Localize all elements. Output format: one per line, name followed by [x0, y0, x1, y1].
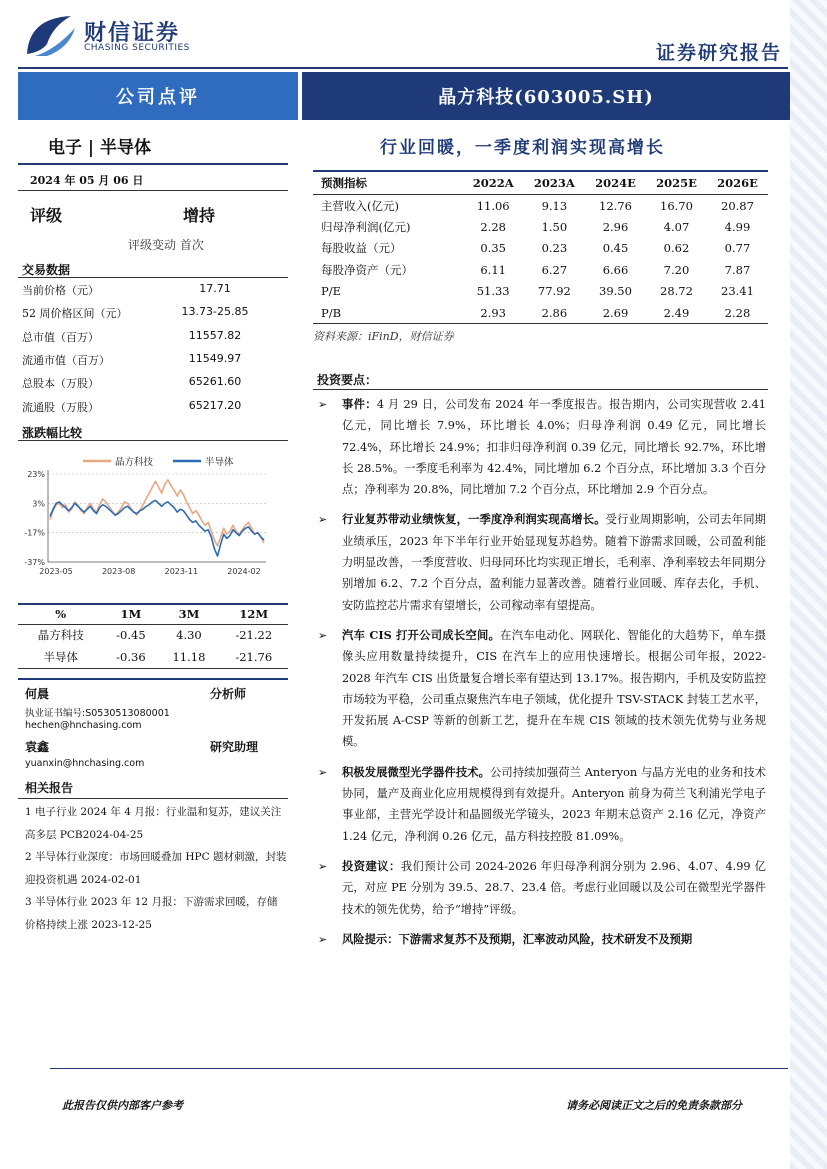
invest-point-head: 积极发展微型光学器件技术。 [342, 764, 490, 779]
forecast-cell: 2.96 [602, 219, 629, 234]
trading-label: 52 周价格区间（元） [22, 307, 128, 321]
chart-background [18, 447, 288, 587]
forecast-header-cell: 2022A [472, 176, 514, 190]
invest-points-title: 投资要点： [317, 373, 378, 387]
perf-cell: -0.45 [116, 628, 146, 643]
industry-label: 电子 | 半导体 [48, 138, 152, 158]
forecast-cell: 7.87 [724, 262, 751, 277]
forecast-header-cell: 2024E [595, 176, 636, 190]
invest-point-head: 事件： [342, 397, 377, 411]
forecast-table [313, 170, 768, 324]
forecast-header-cell: 2023A [533, 176, 575, 190]
divider [18, 277, 288, 278]
arrow-bullet-icon: ➢ [318, 859, 328, 873]
forecast-cell: 20.87 [721, 198, 754, 213]
arrow-bullet-icon: ➢ [318, 513, 328, 527]
table-row [313, 259, 768, 281]
invest-point-text: 公司持续加强荷兰 Anteryon 与晶方光电的业务和技术协同，量产及商业化应用规模得到有效提升。Anteryon 前身为荷兰飞利浦光学电子事业部，主营光学设计和晶圆级光学镜头，2023 年期末总资产 2.16 亿元，净资产 1.24 亿元，净利润 0.26 亿元，晶方科技控股 81.09%。 [342, 765, 766, 843]
analyst-info: yuanxin@hnchasing.com [25, 758, 145, 769]
forecast-cell: 0.23 [541, 241, 568, 256]
banner-category: 公司点评 [18, 72, 298, 120]
perf-header-cell: 1M [120, 607, 142, 622]
y-tick-label: 3% [32, 499, 45, 509]
rating-label: 评级 [30, 206, 63, 225]
invest-point-text: 4 月 29 日，公司发布 2024 年一季度报告。报告期内，公司实现营收 2.41 亿元，同比增长 7.9%，环比增长 4.0%；归母净利润 0.49 亿元，同比增长 72.4%，环比增长 24.9%；扣非归母净利润 0.39 亿元，同比增长 92.7%，环比增长 28.5%。一季度毛利率为 42.4%，同比增加 6.2 个百分点，环比增加 3.3 个百分点；净利率为 20.8%，同比增加 7.2 个百分点，环比增加 2.9 个百分点。 [342, 398, 766, 497]
perf-cell: 11.18 [172, 649, 206, 664]
forecast-cell: 每股收益（元） [321, 241, 402, 256]
forecast-cell: 28.72 [660, 284, 693, 299]
invest-point-text: 在汽车电动化、网联化、智能化的大趋势下，单车摄像头应用数量持续提升，CIS 在汽车上的应用快速增长。根据公司年报，2022-2028 年汽车 CIS 出货量复合增长率有望达到 13.17%。报告期内，手机及安防监控市场较为平稳，公司重点聚焦汽车电子领域，优化提升 TSV-STACK 封装工艺水平，开发拓展 A-CSP 等新的创新工艺，提升在车规 CIS 领域的技术领先优势与业务规模。 [342, 628, 766, 749]
x-tick-label: 2023-11 [164, 567, 199, 576]
forecast-cell: 2.28 [724, 305, 751, 320]
invest-points-list [316, 394, 766, 950]
forecast-cell: 2.93 [480, 305, 506, 320]
report-date: 2024 年 05 月 06 日 [30, 174, 144, 187]
invest-point [316, 394, 766, 500]
related-report-item: 1 电子行业 2024 年 4 月报：行业温和复苏，建议关注高多层 PCB2024-04-25 [25, 806, 282, 841]
forecast-cell: 23.41 [721, 284, 754, 299]
table-row [313, 281, 768, 303]
related-reports-title: 相关报告 [25, 781, 74, 795]
forecast-cell: 6.11 [480, 262, 506, 277]
forecast-cell: P/E [321, 284, 342, 299]
forecast-cell: 1.50 [541, 219, 568, 234]
banner-company: 晶方科技(603005.SH) [302, 72, 790, 120]
forecast-cell: P/B [321, 305, 342, 320]
analyst-name: 袁鑫 [25, 740, 50, 754]
trading-value: 11557.82 [188, 328, 242, 342]
analyst-info: 执业证书编号:S0530513080001 [25, 708, 170, 719]
forecast-cell: 2.49 [663, 305, 690, 320]
x-tick-label: 2023-05 [39, 567, 73, 576]
forecast-cell: 11.06 [476, 198, 510, 213]
forecast-cell: 2.86 [541, 305, 568, 320]
trading-value: 65261.60 [188, 375, 242, 389]
forecast-cell: 39.50 [599, 284, 632, 299]
divider [18, 798, 288, 799]
logo-cn: 财信证券 [84, 21, 181, 46]
invest-point [316, 856, 766, 920]
perf-table [18, 603, 288, 669]
forecast-cell: 4.07 [663, 219, 690, 234]
forecast-cell: 12.76 [599, 198, 632, 213]
perf-cell: -0.36 [116, 649, 146, 664]
table-row [18, 646, 288, 668]
invest-point-text: 受行业周期影响，公司去年同期业绩承压，2023 年下半年行业开始显现复苏趋势。随着下游需求回暖，公司盈利能力明显改善，一季度营收、归母同环比均实现正增长，毛利率、净利率较去年同期分别增加 6.2、7.2 个百分点，盈利能力显著改善。随着行业回暖、库存去化，手机、安防监控芯片需求有望增长，公司稼动率有望提高。 [342, 513, 766, 612]
trading-value: 11549.97 [188, 351, 242, 365]
footer-left: 此报告仅供内部客户参考 [62, 1099, 183, 1112]
forecast-cell: 2.69 [602, 305, 629, 320]
perf-header-cell: 12M [239, 607, 269, 622]
forecast-cell: 主营收入(亿元) [321, 198, 399, 213]
y-tick-label: 23% [27, 470, 45, 479]
decorative-side-strip [790, 0, 827, 1169]
analyst-role: 分析师 [210, 687, 247, 701]
y-tick-label: -37% [24, 558, 45, 567]
report-type: 证券研究报告 [655, 42, 782, 64]
invest-point [316, 625, 766, 753]
arrow-bullet-icon: ➢ [318, 765, 328, 779]
forecast-cell: 4.99 [724, 219, 751, 234]
related-reports-list [25, 801, 287, 936]
table-row [313, 195, 768, 217]
invest-point-text: 我们预计公司 2024-2026 年归母净利润分别为 2.96、4.07、4.99 亿元，对应 PE 分别为 39.5、28.7、23.4 倍。考虑行业回暖以及公司在微型光学器件技术的领先优势，给予“增持”评级。 [342, 859, 766, 916]
forecast-header-cell: 预测指标 [321, 176, 367, 190]
invest-point [316, 762, 766, 847]
perf-cell: 晶方科技 [37, 628, 84, 643]
related-report-item: 3 半导体行业 2023 年 12 月报：下游需求回暖，存储价格持续上涨 2023-12-25 [25, 896, 278, 931]
rating-change: 评级变动 首次 [128, 238, 204, 252]
forecast-cell: 0.77 [724, 241, 751, 256]
x-tick-label: 2023-08 [101, 567, 136, 576]
divider [313, 389, 768, 390]
invest-point-head: 汽车 CIS 打开公司成长空间。 [342, 627, 501, 642]
trading-label: 总市值（百万） [22, 330, 99, 344]
arrow-bullet-icon: ➢ [318, 932, 328, 946]
trading-label: 总股本（万股） [22, 377, 99, 391]
table-row [313, 302, 768, 324]
trading-label: 流通市值（百万） [22, 353, 110, 367]
forecast-cell: 0.45 [602, 241, 629, 256]
company-logo-icon [25, 14, 77, 58]
forecast-cell: 51.33 [476, 284, 510, 299]
forecast-cell: 77.92 [537, 284, 571, 299]
arrow-bullet-icon: ➢ [318, 398, 328, 411]
logo-en: CHASING SECURITIES [84, 43, 190, 53]
related-report-item: 2 半导体行业深度：市场回暖叠加 HPC 题材刺激，封装迎投资机遇 2024-02-01 [25, 851, 287, 886]
table-row [313, 238, 768, 260]
perf-cell: 半导体 [43, 649, 78, 664]
perf-cell: 4.30 [176, 628, 202, 643]
invest-point-head: 风险提示：下游需求复苏不及预期，汇率波动风险，技术研发不及预期 [342, 931, 693, 946]
forecast-cell: 0.62 [663, 241, 690, 256]
divider [18, 163, 288, 165]
invest-point-head: 行业复苏带动业绩恢复，一季度净利润实现高增长。 [342, 512, 606, 527]
perf-cell: -21.76 [235, 649, 273, 664]
table-row [313, 216, 768, 238]
perf-title: 涨跌幅比较 [22, 426, 83, 440]
table-row [18, 624, 288, 646]
footer-divider [50, 1068, 788, 1069]
footer-right: 请务必阅读正文之后的免责条款部分 [566, 1099, 742, 1112]
perf-header-cell: % [55, 607, 67, 622]
trading-value: 65217.20 [188, 398, 242, 412]
trading-data-title: 交易数据 [22, 263, 71, 277]
data-source: 资料来源：iFinD，财信证券 [313, 330, 454, 343]
forecast-cell: 6.27 [541, 262, 568, 277]
divider [18, 190, 288, 191]
forecast-cell: 9.13 [541, 198, 568, 213]
legend-label: 半导体 [205, 457, 234, 468]
trading-label: 当前价格（元） [22, 284, 99, 297]
x-tick-label: 2024-02 [227, 567, 261, 576]
trading-label: 流通股（万股） [22, 400, 99, 414]
forecast-header-cell: 2025E [656, 176, 697, 190]
perf-cell: -21.22 [235, 628, 273, 643]
invest-point [316, 509, 766, 615]
forecast-cell: 归母净利润(亿元) [321, 219, 411, 234]
forecast-cell: 2.28 [480, 219, 506, 234]
arrow-bullet-icon: ➢ [318, 628, 328, 642]
divider [18, 678, 288, 680]
analyst-role: 研究助理 [210, 740, 259, 754]
forecast-header-cell: 2026E [717, 176, 758, 190]
forecast-cell: 7.20 [663, 262, 690, 277]
divider [18, 440, 288, 441]
y-tick-label: -17% [24, 528, 45, 538]
forecast-cell: 每股净资产（元） [321, 262, 413, 277]
legend-label: 晶方科技 [115, 457, 154, 468]
forecast-cell: 0.35 [480, 241, 506, 256]
price-comparison-chart [18, 447, 288, 587]
invest-point [316, 929, 766, 950]
forecast-cell: 16.70 [660, 198, 693, 213]
page-title: 行业回暖，一季度利润实现高增长 [380, 138, 665, 158]
invest-point-head: 投资建议： [342, 858, 401, 873]
trading-value: 13.73-25.85 [181, 305, 249, 319]
header-divider [18, 67, 788, 69]
rating-value: 增持 [183, 206, 216, 225]
analyst-name: 何晨 [25, 687, 50, 701]
perf-header-cell: 3M [178, 607, 200, 622]
forecast-cell: 6.66 [602, 262, 629, 277]
analyst-email: hechen@hnchasing.com [25, 720, 142, 731]
trading-value: 17.71 [199, 282, 231, 295]
